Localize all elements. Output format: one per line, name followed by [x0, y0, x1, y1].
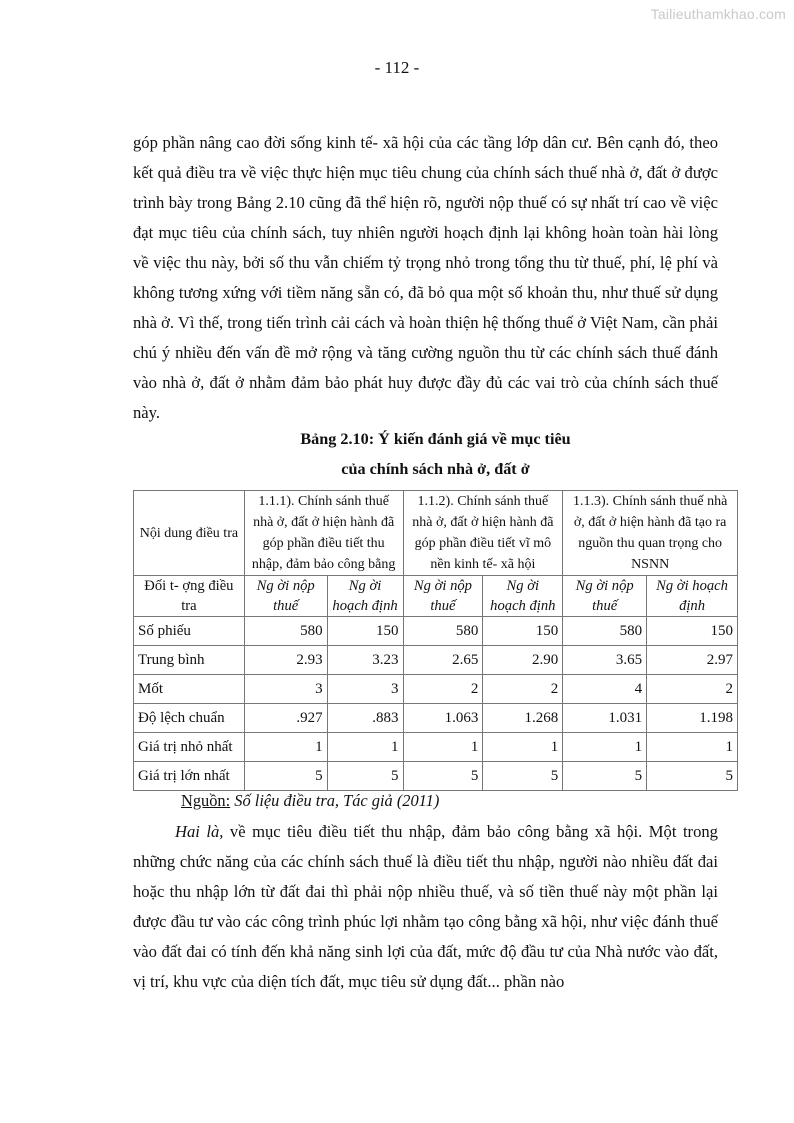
table-cell: 3	[244, 675, 327, 704]
table-row	[134, 733, 738, 762]
table-source	[181, 791, 439, 811]
group-header-3: 1.1.3). Chính sánh thuế nhà ở, đất ở hiện hành đã tạo ra nguồn thu quan trọng cho NSNN	[563, 491, 738, 576]
table-cell: 1	[244, 733, 327, 762]
table-cell: 5	[483, 762, 563, 791]
sub-header: Ng ời nộp thuế	[244, 576, 327, 617]
table-cell: 2.93	[244, 646, 327, 675]
row-label: Độ lệch chuẩn	[134, 704, 245, 733]
sub-header: Ng ời hoạch định	[483, 576, 563, 617]
table-row	[134, 704, 738, 733]
paragraph-2	[133, 817, 718, 997]
table-caption-line-2: của chính sách nhà ở, đất ở	[341, 460, 530, 478]
paragraph-2-text: về mục tiêu điều tiết thu nhập, đảm bảo công bằng xã hội. Một trong những chức năng của các chính sách thuế là điều tiết thu nhập, người nào nhiều đất đai hoặc thu nhập lớn từ đất đai thì phải nộp nhiều thuế, và số tiền thuế này một phần lại được đầu tư vào các công trình phúc lợi nhằm tạo công bằng xã hội, như việc đánh thuế vào đất đai có tính đến khả năng sinh lợi của đất, mức độ đầu tư của Nhà nước vào đất, vị trí, khu vực của diện tích đất, mục tiêu sử dụng đất... phần nào	[133, 822, 718, 991]
table-cell: 2	[647, 675, 738, 704]
table-cell: .883	[327, 704, 403, 733]
table-cell: 5	[403, 762, 483, 791]
table-cell: 1	[483, 733, 563, 762]
table-cell: 1	[647, 733, 738, 762]
table-header-row	[134, 491, 738, 576]
subject-header: Đối t- ợng điều tra	[134, 576, 245, 617]
table-caption-line-1: Bảng 2.10: Ý kiến đánh giá về mục tiêu	[300, 430, 571, 448]
table-row	[134, 762, 738, 791]
table-cell: 1	[403, 733, 483, 762]
table-cell: 580	[244, 617, 327, 646]
watermark: Tailieuthamkhao.com	[650, 6, 786, 22]
table-row	[134, 675, 738, 704]
table-cell: 4	[563, 675, 647, 704]
row-label: Giá trị lớn nhất	[134, 762, 245, 791]
table-cell: 5	[563, 762, 647, 791]
sub-header: Ng ời hoạch định	[327, 576, 403, 617]
table-cell: 2.65	[403, 646, 483, 675]
sub-header: Ng ời nộp thuế	[403, 576, 483, 617]
table-cell: 1	[563, 733, 647, 762]
table-cell: 1.268	[483, 704, 563, 733]
table-cell: 2	[483, 675, 563, 704]
table-cell: 580	[563, 617, 647, 646]
table-cell: 1.031	[563, 704, 647, 733]
table-cell: 580	[403, 617, 483, 646]
table-cell: 5	[244, 762, 327, 791]
group-header-2: 1.1.2). Chính sánh thuế nhà ở, đất ở hiện hành đã góp phần điều tiết vĩ mô nền kinh tế- xã hội	[403, 491, 563, 576]
table-cell: .927	[244, 704, 327, 733]
page-number: - 112 -	[374, 58, 420, 77]
table-cell: 3.65	[563, 646, 647, 675]
sub-header: Ng ời nộp thuế	[563, 576, 647, 617]
table-cell: 3	[327, 675, 403, 704]
table-cell: 5	[327, 762, 403, 791]
table-cell: 150	[647, 617, 738, 646]
table-cell: 1.063	[403, 704, 483, 733]
sub-header: Ng ời hoạch định	[647, 576, 738, 617]
table-cell: 150	[327, 617, 403, 646]
row-label: Mốt	[134, 675, 245, 704]
table-subheader-row	[134, 576, 738, 617]
corner-header: Nội dung điều tra	[134, 491, 245, 576]
group-header-1: 1.1.1). Chính sánh thuế nhà ở, đất ở hiện hành đã góp phần điều tiết thu nhập, đảm bảo công bằng	[244, 491, 403, 576]
survey-table	[133, 490, 738, 791]
table-row	[134, 617, 738, 646]
table-cell: 5	[647, 762, 738, 791]
table-cell: 1.198	[647, 704, 738, 733]
row-label: Số phiếu	[134, 617, 245, 646]
source-text: Số liệu điều tra, Tác giả (2011)	[230, 791, 440, 810]
row-label: Trung bình	[134, 646, 245, 675]
paragraph-2-lead: Hai là,	[175, 822, 224, 841]
table-cell: 3.23	[327, 646, 403, 675]
table-cell: 1	[327, 733, 403, 762]
table-cell: 2	[403, 675, 483, 704]
table-cell: 2.97	[647, 646, 738, 675]
table-cell: 150	[483, 617, 563, 646]
source-label: Nguồn:	[181, 791, 231, 810]
row-label: Giá trị nhỏ nhất	[134, 733, 245, 762]
paragraph-1: góp phần nâng cao đời sống kinh tế- xã hội của các tầng lớp dân cư. Bên cạnh đó, theo kết quả điều tra về việc thực hiện mục tiêu chung của chính sách thuế nhà ở, đất ở được trình bày trong Bảng 2.10 cũng đã thể hiện rõ, người nộp thuế có sự nhất trí cao về việc đạt mục tiêu của chính sách, tuy nhiên người hoạch định lại không hoàn toàn hài lòng về việc thu này, bởi số thu vẫn chiếm tỷ trọng nhỏ trong tổng thu từ thuế, phí, lệ phí và không tương xứng với tiềm năng sẵn có, đã bỏ qua một số khoản thu, như thuế sử dụng nhà ở. Vì thế, trong tiến trình cải cách và hoàn thiện hệ thống thuế ở Việt Nam, cần phải chú ý nhiều đến vấn đề mở rộng và tăng cường nguồn thu từ các chính sách thuế đánh vào nhà ở, đất ở nhằm đảm bảo phát huy được đầy đủ các vai trò của chính sách thuế này.	[133, 133, 718, 422]
table-cell: 2.90	[483, 646, 563, 675]
table-row	[134, 646, 738, 675]
